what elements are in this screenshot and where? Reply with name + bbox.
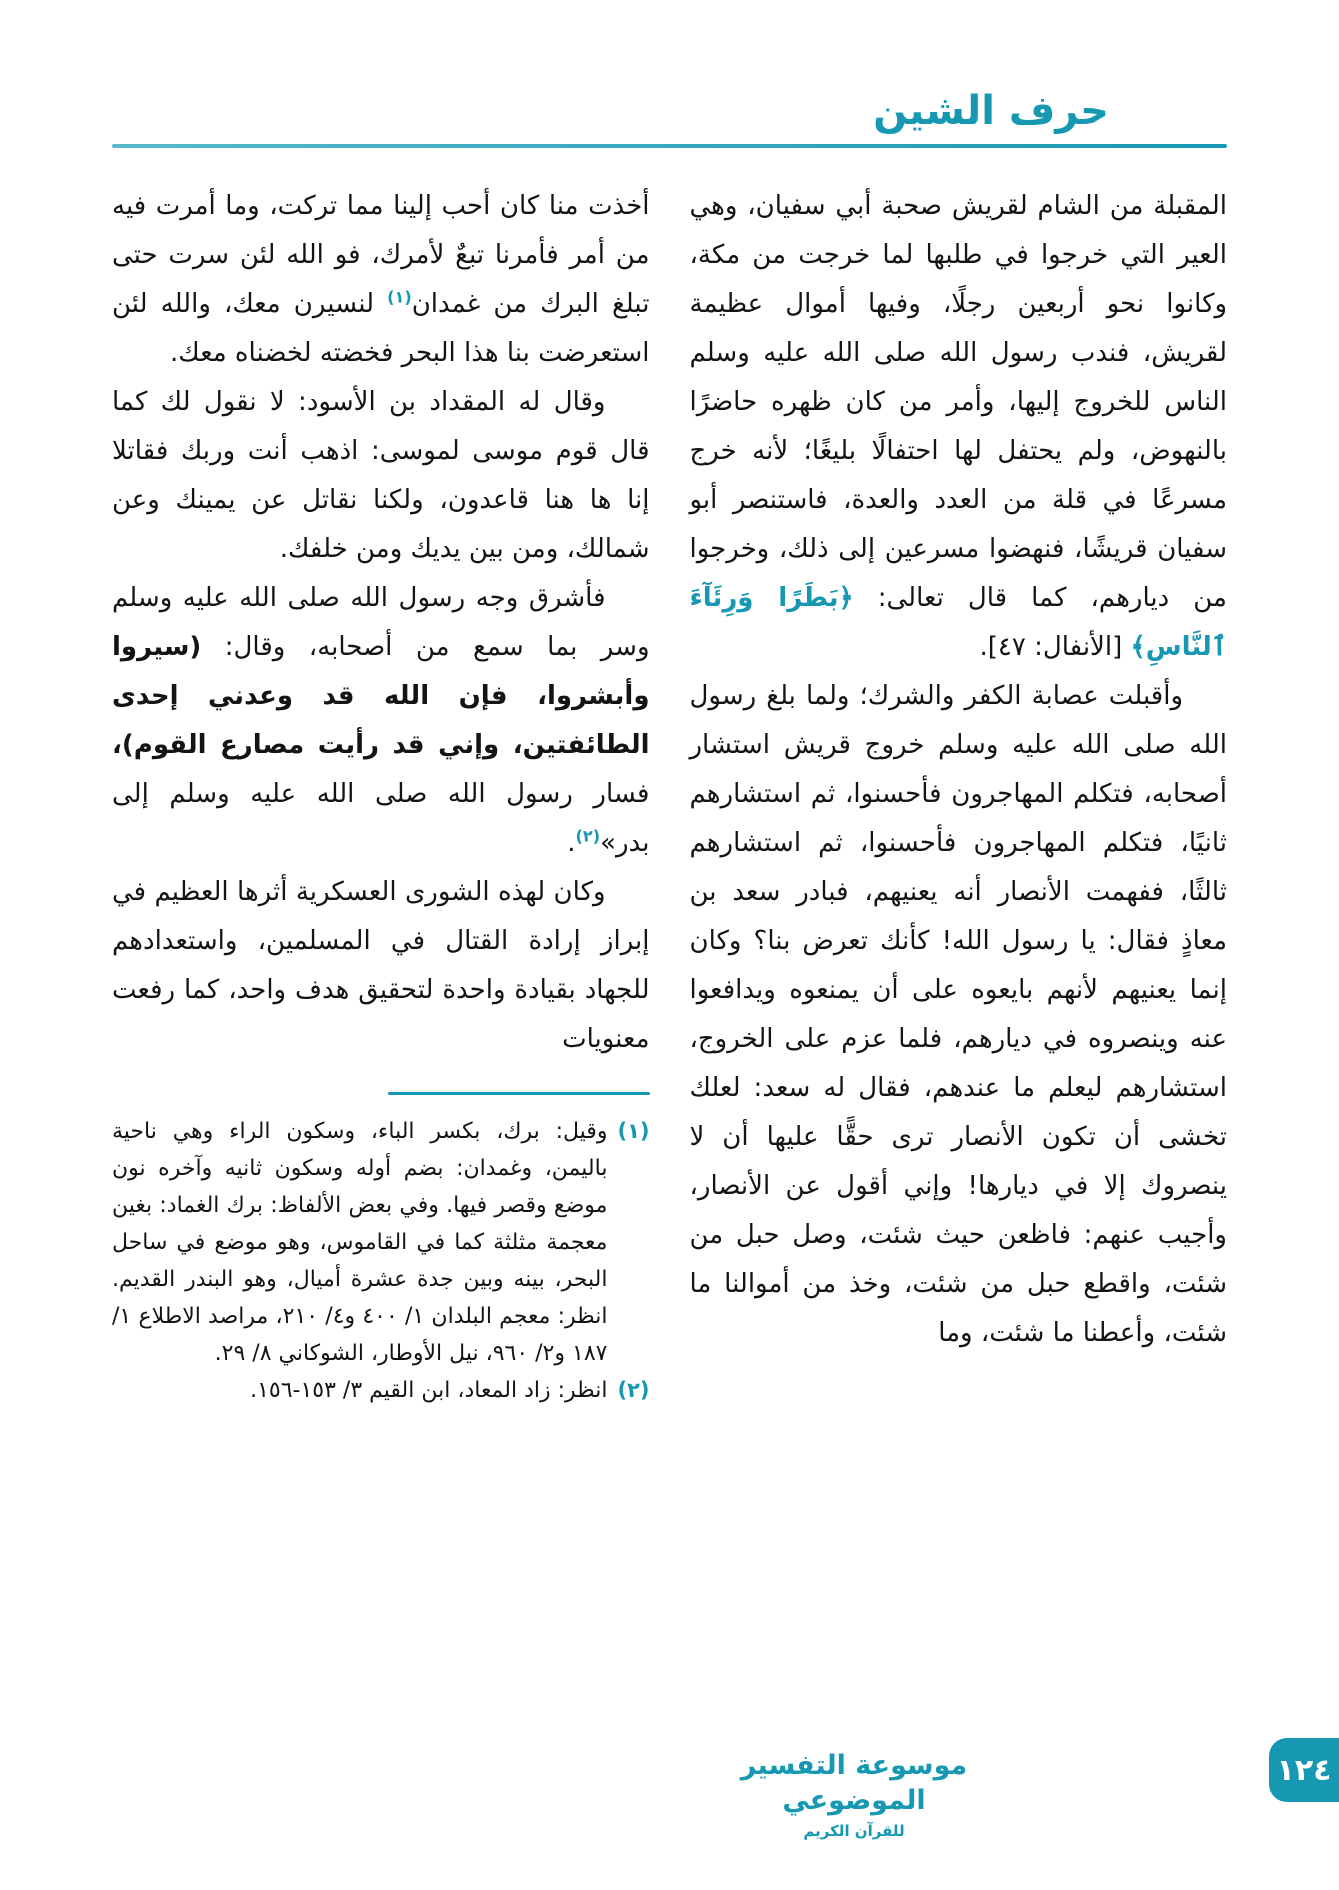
footnote-number: (١) bbox=[617, 1119, 650, 1143]
publisher-logo-subtitle: للقرآن الكريم bbox=[803, 1822, 905, 1840]
footnote-separator bbox=[388, 1092, 650, 1095]
footnote-text: انظر: زاد المعاد، ابن القيم ٣/ ١٥٣-١٥٦. bbox=[250, 1378, 608, 1403]
body-text: فأشرق وجه رسول الله صلى الله عليه وسلم وسر بما سمع من أصحابه، وقال: bbox=[112, 583, 650, 662]
footnote-item bbox=[112, 1113, 650, 1372]
publisher-logo-title: موسوعة التفسير الموضوعي bbox=[740, 1749, 968, 1816]
footnote-number: (٢) bbox=[617, 1378, 650, 1402]
paragraph bbox=[112, 378, 650, 574]
body-text: المقبلة من الشام لقريش صحبة أبي سفيان، وهي العير التي خرجوا في طلبها لما خرجت من مكة، وكانوا نحو أربعين رجلًا، وفيها أموال عظيمة لقريش، فندب رسول الله صلى الله عليه وسلم الناس للخروج إليها، وأمر من كان ظهره حاضرًا بالنهوض، ولم يحتفل لها احتفالًا بليغًا؛ لأنه خرج مسرعًا في قلة من العدد والعدة، فاستنصر أبو سفيان قريشًا، فنهضوا مسرعين إلى ذلك، وخرجوا من ديارهم، كما قال تعالى: bbox=[689, 191, 1227, 613]
footnotes-block bbox=[112, 1113, 650, 1409]
body-text: فسار رسول الله صلى الله عليه وسلم إلى بدر» bbox=[112, 779, 650, 858]
body-text: وقال له المقداد بن الأسود: لا نقول لك كما قال قوم موسى لموسى: اذهب أنت وربك فقاتلا إنا ها هنا قاعدون، ولكنا نقاتل عن يمينك وعن شمالك، ومن بين يديك ومن خلفك. bbox=[112, 387, 650, 564]
body-text: . bbox=[567, 828, 576, 858]
chapter-heading: حرف الشين bbox=[873, 88, 1109, 134]
paragraph bbox=[112, 868, 650, 1064]
page-number-badge: ١٢٤ bbox=[1269, 1738, 1339, 1802]
body-text: أخذت منا كان أحب إلينا مما تركت، وما أمرت فيه من أمر فأمرنا تبعٌ لأمرك، فو الله لئن سرت حتى تبلغ البرك من غمدان bbox=[112, 191, 650, 319]
page-header bbox=[0, 0, 1339, 148]
verse-reference: [الأنفال: ٤٧]. bbox=[979, 632, 1131, 662]
footnote-marker-1: (١) bbox=[387, 287, 412, 307]
quran-verse: ﴿بَطَرًا وَرِئَآءَ ٱلنَّاسِ﴾ bbox=[689, 583, 1227, 662]
hadith-quote: (سيروا وأبشروا، فإن الله قد وعدني إحدى الطائفتين، وإني قد رأيت مصارع القوم)، bbox=[112, 632, 650, 760]
paragraph bbox=[112, 182, 650, 378]
header-rule bbox=[112, 144, 1227, 148]
paragraph bbox=[690, 182, 1228, 672]
footnote-text: وقيل: برك، بكسر الباء، وسكون الراء وهي ناحية باليمن، وغمدان: بضم أوله وسكون ثانيه وآخره نون موضع وقصر فيها. وفي بعض الألفاظ: برك الغماد: بغين معجمة مثلثة كما في القاموس، وهو موضع في ساحل البحر، بينه وبين جدة عشرة أميال، وهو البندر القديم. انظر: معجم البلدان ١/ ٤٠٠ و٤/ ٢١٠، مراصد الاطلاع ١/ ١٨٧ و٢/ ٩٦٠، نيل الأوطار، الشوكاني ٨/ ٢٩. bbox=[112, 1119, 608, 1366]
column-right bbox=[690, 182, 1228, 1358]
text-columns bbox=[112, 182, 1227, 1409]
column-left bbox=[112, 182, 650, 1409]
body-text: وكان لهذه الشورى العسكرية أثرها العظيم في إبراز إرادة القتال في المسلمين، واستعدادهم للجهاد بقيادة واحدة لتحقيق هدف واحد، كما رفعت معنويات bbox=[112, 877, 650, 1054]
footnote-item bbox=[112, 1372, 650, 1409]
footnote-marker-2: (٢) bbox=[575, 826, 601, 846]
body-text: وأقبلت عصابة الكفر والشرك؛ ولما بلغ رسول الله صلى الله عليه وسلم خروج قريش استشار أصحابه، فتكلم المهاجرون فأحسنوا، ثم استشارهم ثانيًا، فتكلم المهاجرون فأحسنوا، ثم استشارهم ثالثًا، ففهمت الأنصار أنه يعنيهم، فبادر سعد بن معاذٍ فقال: يا رسول الله! كأنك تعرض بنا؟ وكان إنما يعنيهم لأنهم بايعوه على أن يمنعوه ويدافعوا عنه وينصروه في ديارهم، فلما عزم على الخروج، استشارهم ليعلم ما عندهم، فقال له سعد: لعلك تخشى أن تكون الأنصار ترى حقًّا عليها أن لا ينصروك إلا في ديارها! وإني أقول عن الأنصار، وأجيب عنهم: فاظعن حيث شئت، وصل حبل من شئت، واقطع حبل من شئت، وخذ من أموالنا ما شئت، وأعطنا ما شئت، وما bbox=[689, 681, 1227, 1348]
paragraph bbox=[112, 574, 650, 868]
body-text: لنسيرن معك، والله لئن استعرضت بنا هذا البحر فخضته لخضناه معك. bbox=[112, 289, 650, 368]
publisher-logo bbox=[729, 1748, 979, 1840]
paragraph bbox=[690, 672, 1228, 1358]
